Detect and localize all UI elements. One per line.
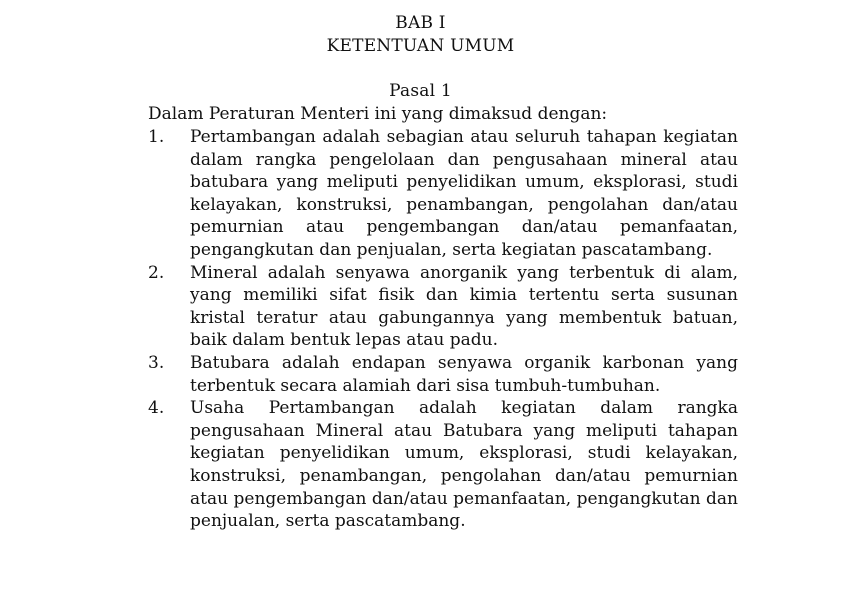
item-number: 1.	[148, 127, 165, 147]
list-item	[148, 397, 738, 533]
list-item	[148, 126, 738, 262]
item-number: 4.	[148, 398, 165, 419]
item-text: Batubara adalah endapan senyawa organik karbonan yang terbentuk secara alamiah dari sisa tumbuh-tumbuhan.	[190, 352, 738, 396]
article-heading: Pasal 1	[389, 81, 452, 101]
item-number: 3.	[148, 352, 165, 373]
item-text: Mineral adalah senyawa anorganik yang terbentuk di alam, yang memiliki sifat fisik dan kimia tertentu serta susunan kristal teratur atau gabungannya yang membentuk batuan, baik dalam bentuk lepas atau padu.	[190, 262, 738, 351]
chapter-heading: BAB I	[395, 13, 446, 33]
item-text: Pertambangan adalah sebagian atau seluruh tahapan kegiatan dalam rangka pengelolaan dan pengusahaan mineral atau batubara yang meliputi penyelidikan umum, eksplorasi, studi kelayakan, konstruksi, penambangan, pengolahan dan/atau pemurnian atau pengembangan dan/atau pemanfaatan, pengangkutan dan penjualan, serta kegiatan pascatambang.	[190, 127, 738, 260]
intro-sentence: Dalam Peraturan Menteri ini yang dimaksud dengan:	[148, 104, 608, 124]
item-text: Usaha Pertambangan adalah kegiatan dalam rangka pengusahaan Mineral atau Batubara yang meliputi tahapan kegiatan penyelidikan umum, eksplorasi, studi kelayakan, konstruksi, penambangan, pengolahan dan/atau pemurnian atau pengembangan dan/atau pemanfaatan, pengangkutan dan penjualan, serta pascatambang.	[190, 398, 738, 532]
list-item	[148, 262, 738, 352]
list-item	[148, 352, 738, 397]
item-number: 2.	[148, 262, 165, 283]
definition-list	[148, 126, 738, 533]
chapter-title: KETENTUAN UMUM	[326, 36, 515, 56]
